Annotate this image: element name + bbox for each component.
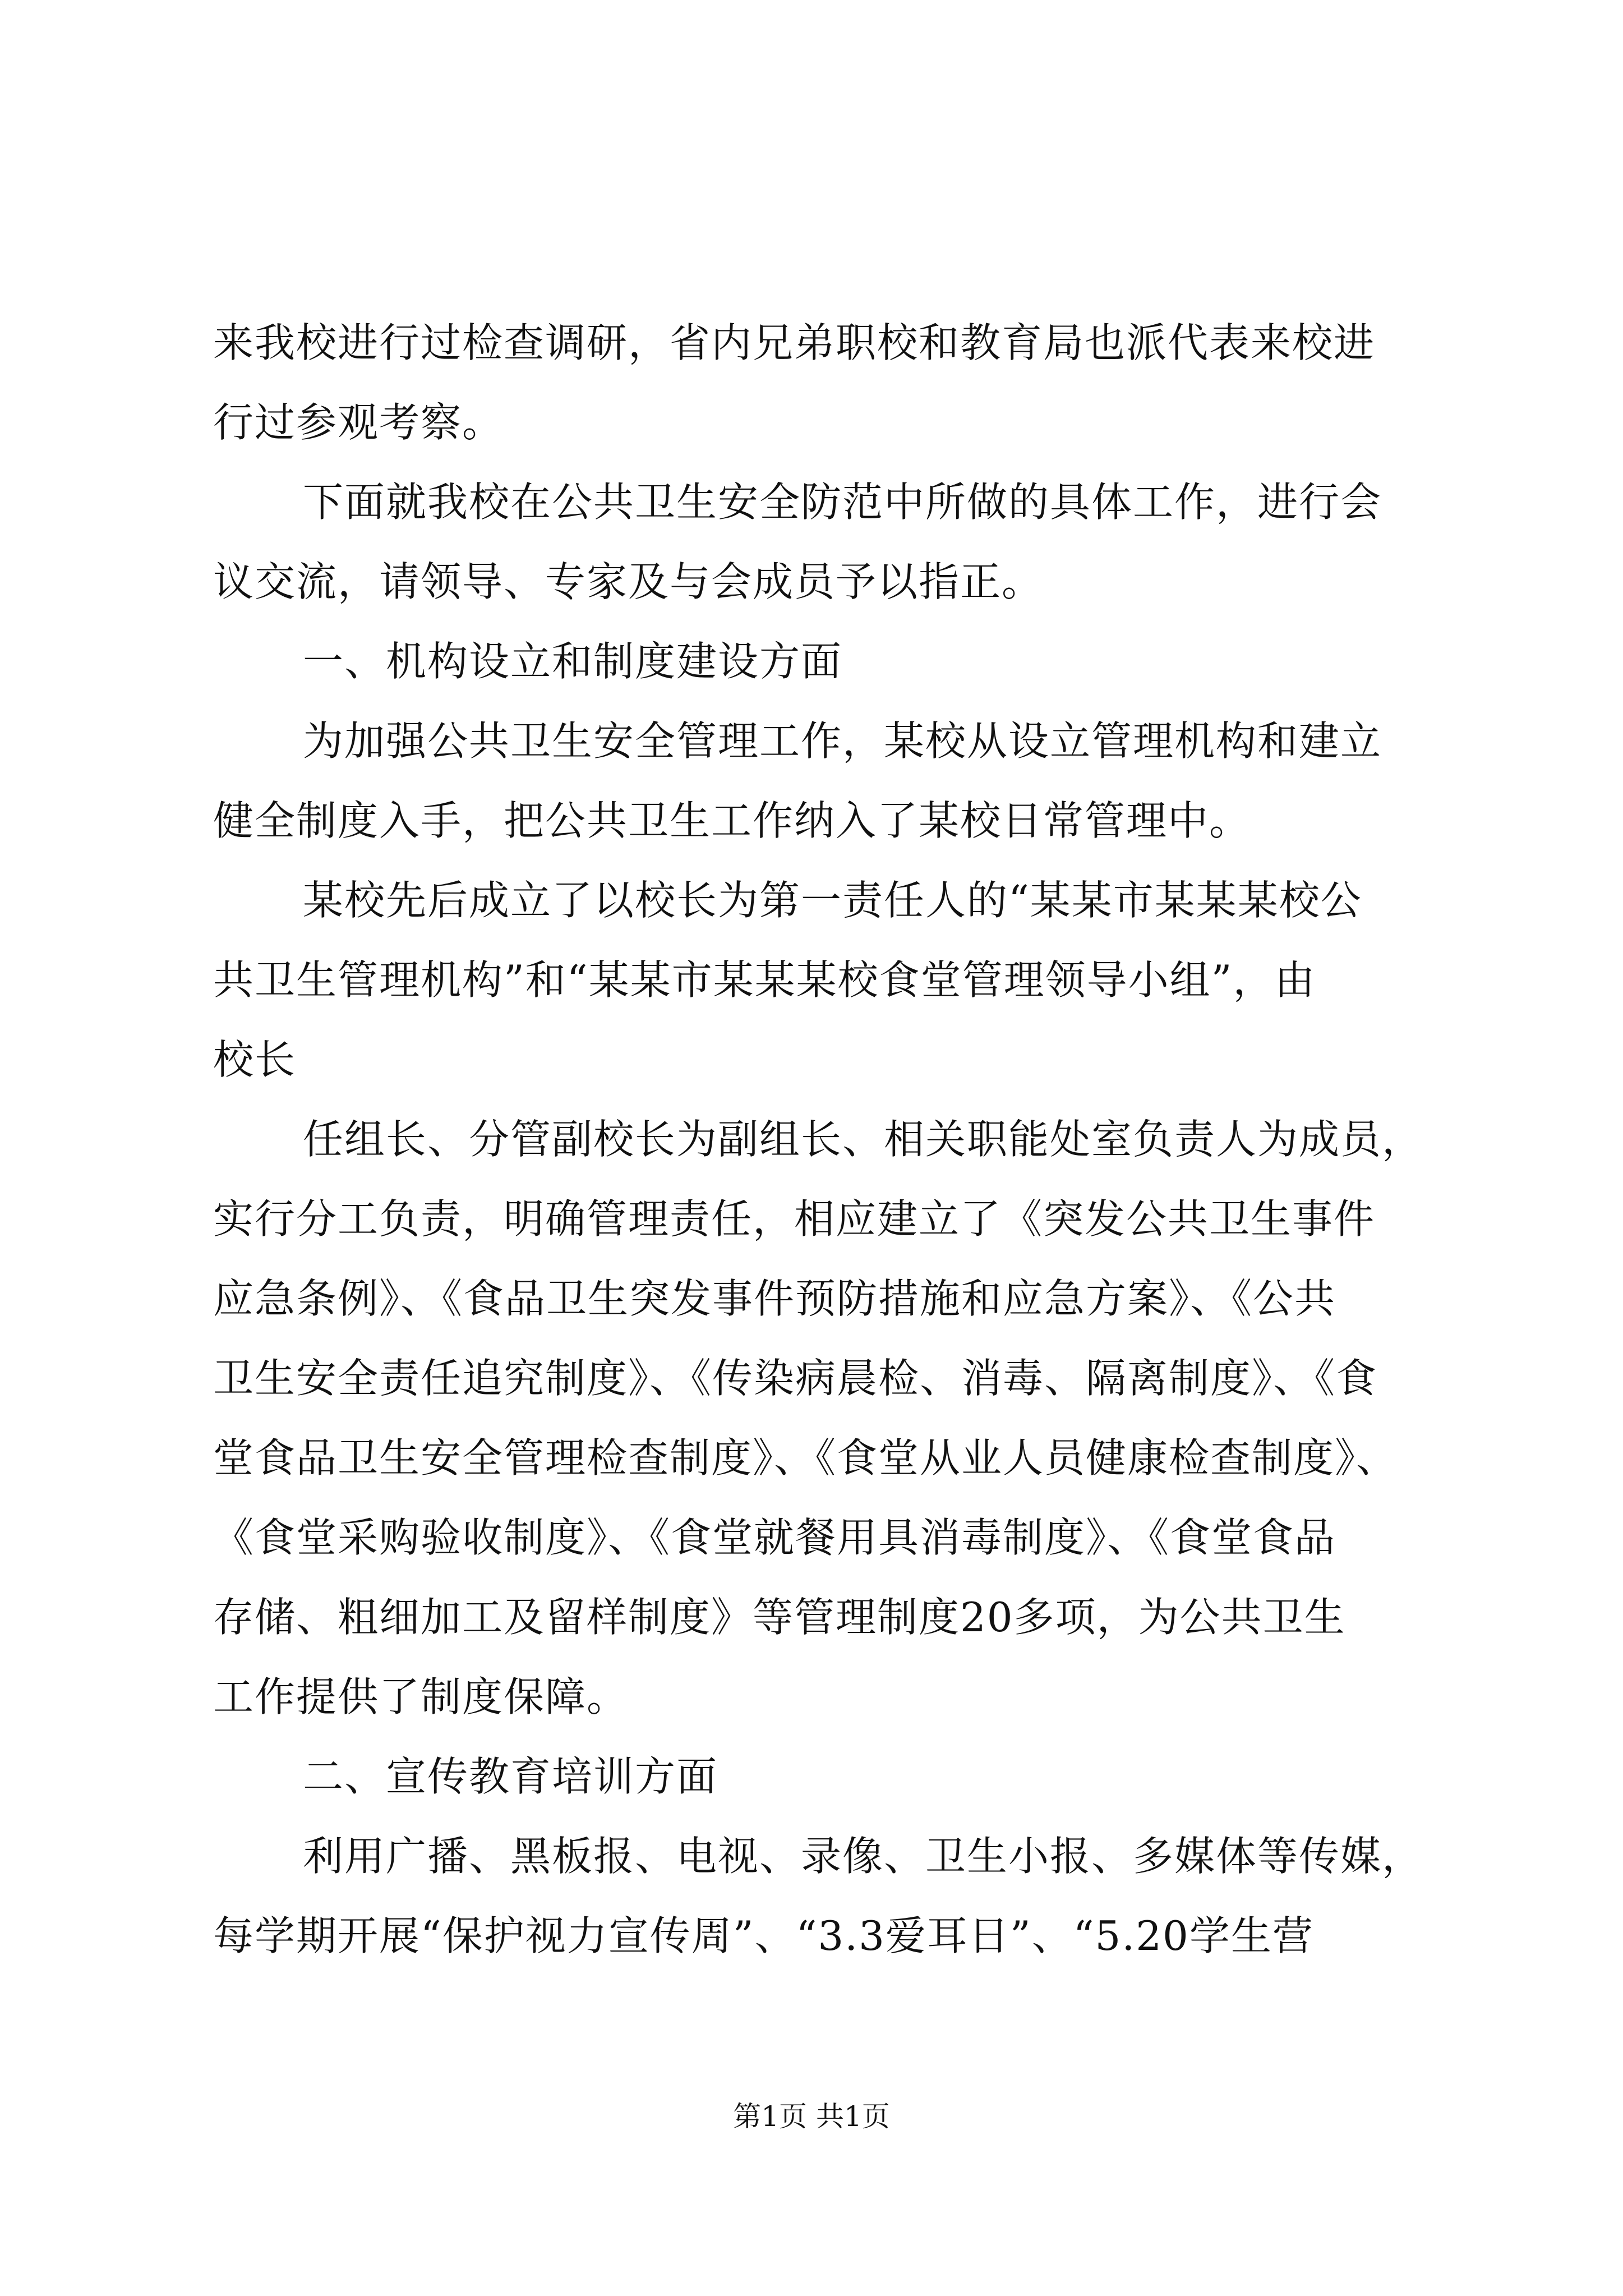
text-line: 校长 <box>213 1036 297 1083</box>
text-line: 行过参观考察。 <box>213 399 504 446</box>
page-footer: 第1页 共1页 <box>733 2100 890 2133</box>
text-line: 共卫生管理机构”和“某某市某某某校食堂管理领导小组”，由 <box>213 956 1316 1004</box>
text-line: 议交流，请领导、专家及与会成员予以指正。 <box>213 558 1044 605</box>
text-line: 存储、粗细加工及留样制度》等管理制度20多项，为公共卫生 <box>213 1594 1346 1641</box>
text-line: 下面就我校在公共卫生安全防范中所做的具体工作，进行会 <box>303 478 1382 526</box>
text-line: 实行分工负责，明确管理责任，相应建立了《突发公共卫生事件 <box>213 1195 1376 1243</box>
text-line: 卫生安全责任追究制度》、《传染病晨检、消毒、隔离制度》、《食 <box>213 1355 1378 1402</box>
text-line: 《食堂采购验收制度》、《食堂就餐用具消毒制度》、《食堂食品 <box>213 1514 1336 1561</box>
text-line: 堂食品卫生安全管理检查制度》、《食堂从业人员健康检查制度》、 <box>213 1434 1398 1481</box>
text-line: 应急条例》、《食品卫生突发事件预防措施和应急方案》、《公共 <box>213 1275 1336 1322</box>
text-line: 某校先后成立了以校长为第一责任人的“某某市某某某校公 <box>303 877 1362 924</box>
text-line: 一、机构设立和制度建设方面 <box>303 638 843 685</box>
text-line: 每学期开展“保护视力宣传周”、“3.3爱耳日”、“5.20学生营 <box>213 1912 1314 1959</box>
text-line: 任组长、分管副校长为副组长、相关职能处室负责人为成员， <box>303 1116 1424 1163</box>
text-line: 工作提供了制度保障。 <box>213 1673 629 1720</box>
body-text <box>213 303 1447 1976</box>
text-line: 利用广播、黑板报、电视、录像、卫生小报、多媒体等传媒， <box>303 1833 1424 1880</box>
text-line: 健全制度入手，把公共卫生工作纳入了某校日常管理中。 <box>213 797 1251 844</box>
text-line: 二、宣传教育培训方面 <box>303 1753 718 1800</box>
text-line: 来我校进行过检查调研，省内兄弟职校和教育局也派代表来校进 <box>213 319 1376 366</box>
text-line: 为加强公共卫生安全管理工作，某校从设立管理机构和建立 <box>303 717 1382 765</box>
